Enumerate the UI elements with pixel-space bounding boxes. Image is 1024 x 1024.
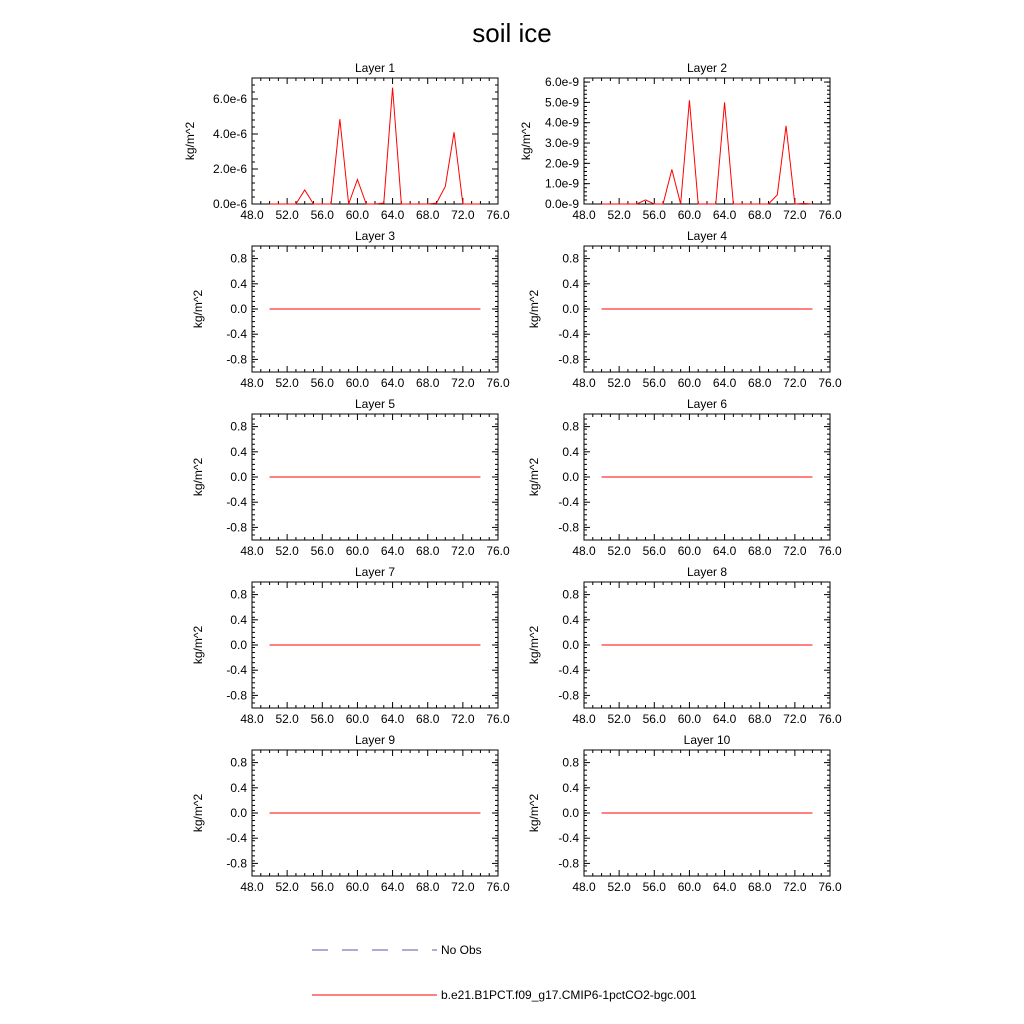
x-tick-label: 60.0 bbox=[345, 880, 370, 894]
x-tick-label: 72.0 bbox=[783, 880, 807, 894]
x-tick-label: 72.0 bbox=[783, 376, 807, 390]
panel-title: Layer 4 bbox=[686, 229, 728, 243]
y-tick-label: 2.0e-6 bbox=[212, 162, 247, 176]
x-tick-label: 64.0 bbox=[712, 208, 737, 222]
y-tick-label: 4.0e-6 bbox=[212, 127, 247, 141]
y-tick-label: 0.0 bbox=[562, 302, 579, 316]
x-tick-label: 52.0 bbox=[275, 712, 299, 726]
y-axis-label: kg/m^2 bbox=[191, 625, 205, 665]
x-tick-label: 48.0 bbox=[240, 712, 264, 726]
x-tick-label: 52.0 bbox=[607, 544, 631, 558]
legend bbox=[312, 943, 697, 1002]
y-tick-label: -0.8 bbox=[226, 856, 247, 871]
y-tick-label: 0.8 bbox=[562, 251, 579, 266]
x-tick-label: 48.0 bbox=[240, 376, 264, 390]
x-tick-label: 56.0 bbox=[642, 880, 666, 894]
series-line bbox=[270, 88, 481, 204]
y-tick-label: 0.8 bbox=[230, 419, 247, 434]
y-tick-label: 6.0e-9 bbox=[544, 75, 579, 90]
x-tick-label: 72.0 bbox=[451, 712, 475, 726]
x-tick-label: 64.0 bbox=[712, 712, 737, 726]
x-tick-label: 64.0 bbox=[380, 208, 405, 222]
y-tick-label: 0.0 bbox=[562, 638, 579, 652]
x-tick-label: 64.0 bbox=[712, 376, 737, 390]
x-tick-label: 76.0 bbox=[486, 544, 510, 558]
y-axis-label: kg/m^2 bbox=[191, 289, 205, 329]
y-axis-label: kg/m^2 bbox=[191, 457, 205, 497]
x-tick-label: 76.0 bbox=[818, 208, 842, 222]
y-tick-label: 0.0e-6 bbox=[212, 197, 247, 211]
y-tick-label: -0.8 bbox=[558, 688, 579, 703]
y-tick-label: 0.4 bbox=[230, 612, 247, 627]
y-tick-label: 0.8 bbox=[562, 587, 579, 602]
plot-frame bbox=[252, 78, 498, 204]
y-tick-label: 0.4 bbox=[562, 276, 579, 291]
x-tick-label: 76.0 bbox=[818, 712, 842, 726]
x-tick-label: 52.0 bbox=[275, 880, 299, 894]
y-tick-label: 0.4 bbox=[230, 444, 247, 459]
y-tick-label: -0.4 bbox=[558, 663, 579, 678]
y-tick-label: 0.8 bbox=[562, 755, 579, 770]
x-tick-label: 56.0 bbox=[310, 544, 334, 558]
x-tick-label: 48.0 bbox=[240, 880, 264, 894]
panel-3 bbox=[191, 229, 510, 390]
y-tick-label: -0.4 bbox=[558, 327, 579, 342]
x-tick-label: 52.0 bbox=[607, 712, 631, 726]
y-tick-label: -0.8 bbox=[226, 352, 247, 367]
panel-title: Layer 3 bbox=[354, 229, 396, 243]
x-tick-label: 68.0 bbox=[748, 376, 772, 390]
x-tick-label: 68.0 bbox=[416, 376, 440, 390]
x-tick-label: 76.0 bbox=[486, 712, 510, 726]
x-tick-label: 76.0 bbox=[486, 880, 510, 894]
panel-6 bbox=[527, 397, 842, 558]
x-tick-label: 52.0 bbox=[607, 208, 631, 222]
y-tick-label: -0.8 bbox=[558, 856, 579, 871]
x-tick-label: 52.0 bbox=[275, 208, 299, 222]
y-tick-label: -0.4 bbox=[226, 831, 247, 846]
x-tick-label: 48.0 bbox=[240, 208, 264, 222]
y-axis-label: kg/m^2 bbox=[519, 121, 533, 161]
y-tick-label: 0.8 bbox=[230, 587, 247, 602]
y-axis-label: kg/m^2 bbox=[527, 457, 541, 497]
x-tick-label: 72.0 bbox=[451, 208, 475, 222]
panel-1 bbox=[183, 61, 510, 222]
x-tick-label: 76.0 bbox=[486, 376, 510, 390]
y-axis-label: kg/m^2 bbox=[191, 793, 205, 833]
y-tick-label: -0.4 bbox=[558, 831, 579, 846]
y-tick-label: 0.4 bbox=[562, 612, 579, 627]
x-tick-label: 76.0 bbox=[818, 376, 842, 390]
y-tick-label: 0.4 bbox=[230, 780, 247, 795]
panel-8 bbox=[527, 565, 842, 726]
y-axis-label: kg/m^2 bbox=[527, 625, 541, 665]
x-tick-label: 48.0 bbox=[572, 544, 596, 558]
x-tick-label: 72.0 bbox=[451, 544, 475, 558]
x-tick-label: 68.0 bbox=[748, 208, 772, 222]
y-tick-label: 0.0 bbox=[562, 470, 579, 484]
x-tick-label: 52.0 bbox=[607, 880, 631, 894]
y-tick-label: 0.0 bbox=[230, 470, 247, 484]
x-tick-label: 56.0 bbox=[642, 208, 666, 222]
y-tick-label: 0.0 bbox=[562, 806, 579, 820]
x-tick-label: 68.0 bbox=[748, 712, 772, 726]
x-tick-label: 60.0 bbox=[345, 376, 370, 390]
x-tick-label: 76.0 bbox=[818, 544, 842, 558]
panel-title: Layer 10 bbox=[683, 733, 731, 747]
x-tick-label: 64.0 bbox=[380, 376, 405, 390]
x-tick-label: 56.0 bbox=[642, 712, 666, 726]
x-tick-label: 76.0 bbox=[818, 880, 842, 894]
y-tick-label: 0.8 bbox=[562, 419, 579, 434]
x-tick-label: 72.0 bbox=[451, 376, 475, 390]
x-tick-label: 48.0 bbox=[572, 880, 596, 894]
x-tick-label: 48.0 bbox=[572, 208, 596, 222]
y-tick-label: -0.8 bbox=[558, 520, 579, 535]
panel-title: Layer 6 bbox=[686, 397, 728, 411]
x-tick-label: 52.0 bbox=[607, 376, 631, 390]
y-tick-label: 6.0e-6 bbox=[212, 92, 247, 106]
y-tick-label: 0.0 bbox=[230, 806, 247, 820]
x-tick-label: 72.0 bbox=[783, 208, 807, 222]
panel-title: Layer 5 bbox=[354, 397, 396, 411]
y-tick-label: 1.0e-9 bbox=[544, 176, 579, 191]
x-tick-label: 68.0 bbox=[416, 880, 440, 894]
y-tick-label: -0.4 bbox=[226, 495, 247, 510]
x-tick-label: 64.0 bbox=[712, 544, 737, 558]
x-tick-label: 76.0 bbox=[486, 208, 510, 222]
y-tick-label: 0.8 bbox=[230, 755, 247, 770]
x-tick-label: 48.0 bbox=[572, 712, 596, 726]
y-axis-label: kg/m^2 bbox=[183, 121, 197, 161]
x-tick-label: 68.0 bbox=[416, 712, 440, 726]
y-tick-label: 3.0e-9 bbox=[544, 136, 579, 151]
x-tick-label: 56.0 bbox=[310, 376, 334, 390]
x-tick-label: 64.0 bbox=[380, 880, 405, 894]
x-tick-label: 72.0 bbox=[451, 880, 475, 894]
y-tick-label: -0.8 bbox=[558, 352, 579, 367]
panel-9 bbox=[191, 733, 510, 894]
x-tick-label: 60.0 bbox=[677, 208, 702, 222]
y-tick-label: 0.0 bbox=[230, 638, 247, 652]
panel-10 bbox=[527, 733, 842, 894]
x-tick-label: 60.0 bbox=[345, 712, 370, 726]
y-tick-label: 0.0e-9 bbox=[544, 197, 579, 211]
y-tick-label: 4.0e-9 bbox=[544, 115, 579, 130]
x-tick-label: 52.0 bbox=[275, 376, 299, 390]
x-tick-label: 60.0 bbox=[345, 208, 370, 222]
y-tick-label: 5.0e-9 bbox=[544, 95, 579, 110]
x-tick-label: 60.0 bbox=[345, 544, 370, 558]
y-tick-label: 2.0e-9 bbox=[544, 156, 579, 171]
legend-label-no-obs: No Obs bbox=[441, 943, 482, 957]
y-tick-label: -0.4 bbox=[226, 663, 247, 678]
x-tick-label: 48.0 bbox=[572, 376, 596, 390]
x-tick-label: 60.0 bbox=[677, 376, 702, 390]
x-tick-label: 64.0 bbox=[712, 880, 737, 894]
x-tick-label: 52.0 bbox=[275, 544, 299, 558]
y-tick-label: 0.4 bbox=[562, 780, 579, 795]
y-axis-label: kg/m^2 bbox=[527, 793, 541, 833]
y-tick-label: -0.4 bbox=[558, 495, 579, 510]
panel-4 bbox=[527, 229, 842, 390]
y-tick-label: -0.8 bbox=[226, 520, 247, 535]
x-tick-label: 60.0 bbox=[677, 544, 702, 558]
panel-title: Layer 2 bbox=[686, 61, 728, 75]
x-tick-label: 56.0 bbox=[310, 208, 334, 222]
x-tick-label: 48.0 bbox=[240, 544, 264, 558]
y-tick-label: 0.0 bbox=[230, 302, 247, 316]
x-tick-label: 64.0 bbox=[380, 712, 405, 726]
x-tick-label: 72.0 bbox=[783, 544, 807, 558]
figure-title: soil ice bbox=[472, 18, 552, 48]
panel-title: Layer 8 bbox=[686, 565, 728, 579]
y-tick-label: 0.4 bbox=[230, 276, 247, 291]
series-line bbox=[602, 100, 813, 204]
x-tick-label: 68.0 bbox=[416, 208, 440, 222]
panel-5 bbox=[191, 397, 510, 558]
panel-7 bbox=[191, 565, 510, 726]
x-tick-label: 72.0 bbox=[783, 712, 807, 726]
y-tick-label: 0.4 bbox=[562, 444, 579, 459]
x-tick-label: 56.0 bbox=[310, 880, 334, 894]
x-tick-label: 68.0 bbox=[748, 880, 772, 894]
panel-title: Layer 7 bbox=[354, 565, 396, 579]
y-tick-label: 0.8 bbox=[230, 251, 247, 266]
x-tick-label: 60.0 bbox=[677, 712, 702, 726]
legend-label-model: b.e21.B1PCT.f09_g17.CMIP6-1pctCO2-bgc.001 bbox=[441, 988, 697, 1002]
x-tick-label: 64.0 bbox=[380, 544, 405, 558]
y-axis-label: kg/m^2 bbox=[527, 289, 541, 329]
panels bbox=[183, 61, 842, 894]
y-tick-label: -0.4 bbox=[226, 327, 247, 342]
x-tick-label: 56.0 bbox=[642, 544, 666, 558]
x-tick-label: 68.0 bbox=[416, 544, 440, 558]
y-tick-label: -0.8 bbox=[226, 688, 247, 703]
x-tick-label: 56.0 bbox=[310, 712, 334, 726]
x-tick-label: 60.0 bbox=[677, 880, 702, 894]
panel-title: Layer 9 bbox=[354, 733, 396, 747]
panel-2 bbox=[519, 61, 842, 222]
x-tick-label: 68.0 bbox=[748, 544, 772, 558]
x-tick-label: 56.0 bbox=[642, 376, 666, 390]
panel-title: Layer 1 bbox=[354, 61, 396, 75]
